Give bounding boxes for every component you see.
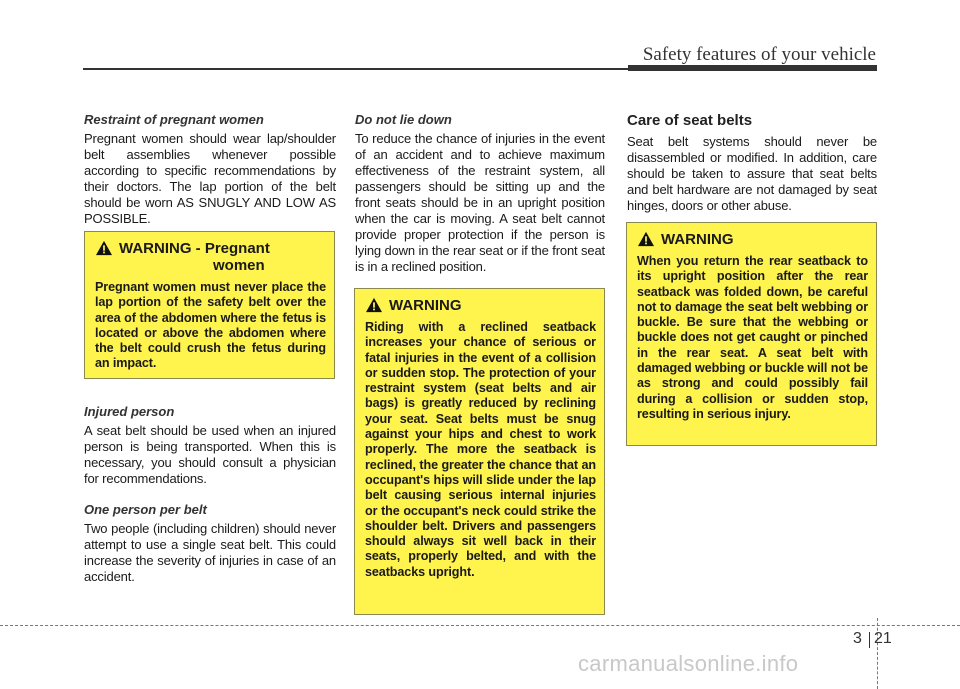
section-title-lie-down: Do not lie down [355,112,452,127]
warning-text-pregnant: Pregnant women must never place the lap portion of the safety belt over the area of the abdomen where the fetus is located or above the abdomen where the belt could crush the fetus during an impact. [95,280,326,371]
section-title-pregnant: Restraint of pregnant women [84,112,264,127]
section-injured [84,404,336,487]
watermark-text: carmanualsonline.info [578,651,799,676]
warning-box-pregnant [84,231,335,379]
warning-label: WARNING [119,240,192,257]
section-number: 3 [853,630,862,647]
section-title-one-person: One person per belt [84,502,207,517]
page-number-separator [869,632,870,648]
warning-label: WARNING [389,297,462,314]
header-title: Safety features of your vehicle [642,44,876,65]
warning-header [365,297,596,314]
page-number: 21 [874,630,892,647]
warning-box-seatback [626,222,877,446]
section-one-person [84,502,336,585]
section-title-care: Care of seat belts [627,112,753,129]
header-bar [628,65,877,71]
warning-triangle-icon [637,231,655,247]
column-3 [627,112,877,214]
section-text-pregnant: Pregnant women should wear lap/shoulder belt assemblies whenever possible according to specific recommendations by their doctors. The lap portion of the belt should be worn AS SNUGLY AND LOW AS POSSIBLE. [84,131,336,226]
warning-subject-line1: - Pregnant [195,240,270,257]
warning-triangle-icon [95,240,113,256]
column-2 [355,112,605,275]
footer-divider [877,618,878,689]
column-1 [84,112,336,227]
section-text-care: Seat belt systems should never be disassembled or modified. In addition, care should be taken to assure that seat belts and belt hardware are not damaged by seat hinges, doors or other abuse. [627,134,877,213]
warning-text-seatback: When you return the rear seatback to its upright position after the rear seatback was folded down, be careful not to damage the seat belt webbing or buckle. Be sure that the webbing or buckle does not get caught or pinched in the rear seat. A seat belt with damaged webbing or buckle will not be as strong and could possibly fail during a collision or sudden stop, resulting in serious injury. [637,254,868,421]
footer-rule [0,625,960,626]
section-text-one-person: Two people (including children) should never attempt to use a single seat belt. This could increase the severity of injuries in case of an accident. [84,521,336,584]
section-title-injured: Injured person [84,404,175,419]
section-text-lie-down: To reduce the chance of injuries in the event of an accident and to achieve maximum effectiveness of the restraint system, all passengers should be sitting up and the front seats should be in an upright position when the car is moving. A seat belt cannot provide proper protection if the person is lying down in the rear seat or if the front seat is in a reclined position. [355,131,605,274]
warning-box-reclined [354,288,605,615]
warning-label: WARNING [661,231,734,248]
warning-triangle-icon [365,297,383,313]
warning-subject-line2: women [213,257,265,274]
warning-text-reclined: Riding with a reclined seatback increases your chance of serious or fatal injuries in the event of a collision or sudden stop. The protection of your restraint system (seat belts and air bags) is greatly reduced by reclining your seat. Seat belts must be snug against your hips and chest to work properly. The more the seatback is reclined, the greater the chance that an occupant's hips will slide under the lap belt causing serious internal injuries or the occupant's neck could strike the shoulder belt. Drivers and passengers should always sit well back in their seats, properly belted, and with the seatbacks upright. [365,320,596,579]
warning-header [637,231,868,248]
section-text-injured: A seat belt should be used when an injured person is being transported. When this is necessary, you should consult a physician for recommendations. [84,423,336,486]
warning-header [95,240,326,274]
